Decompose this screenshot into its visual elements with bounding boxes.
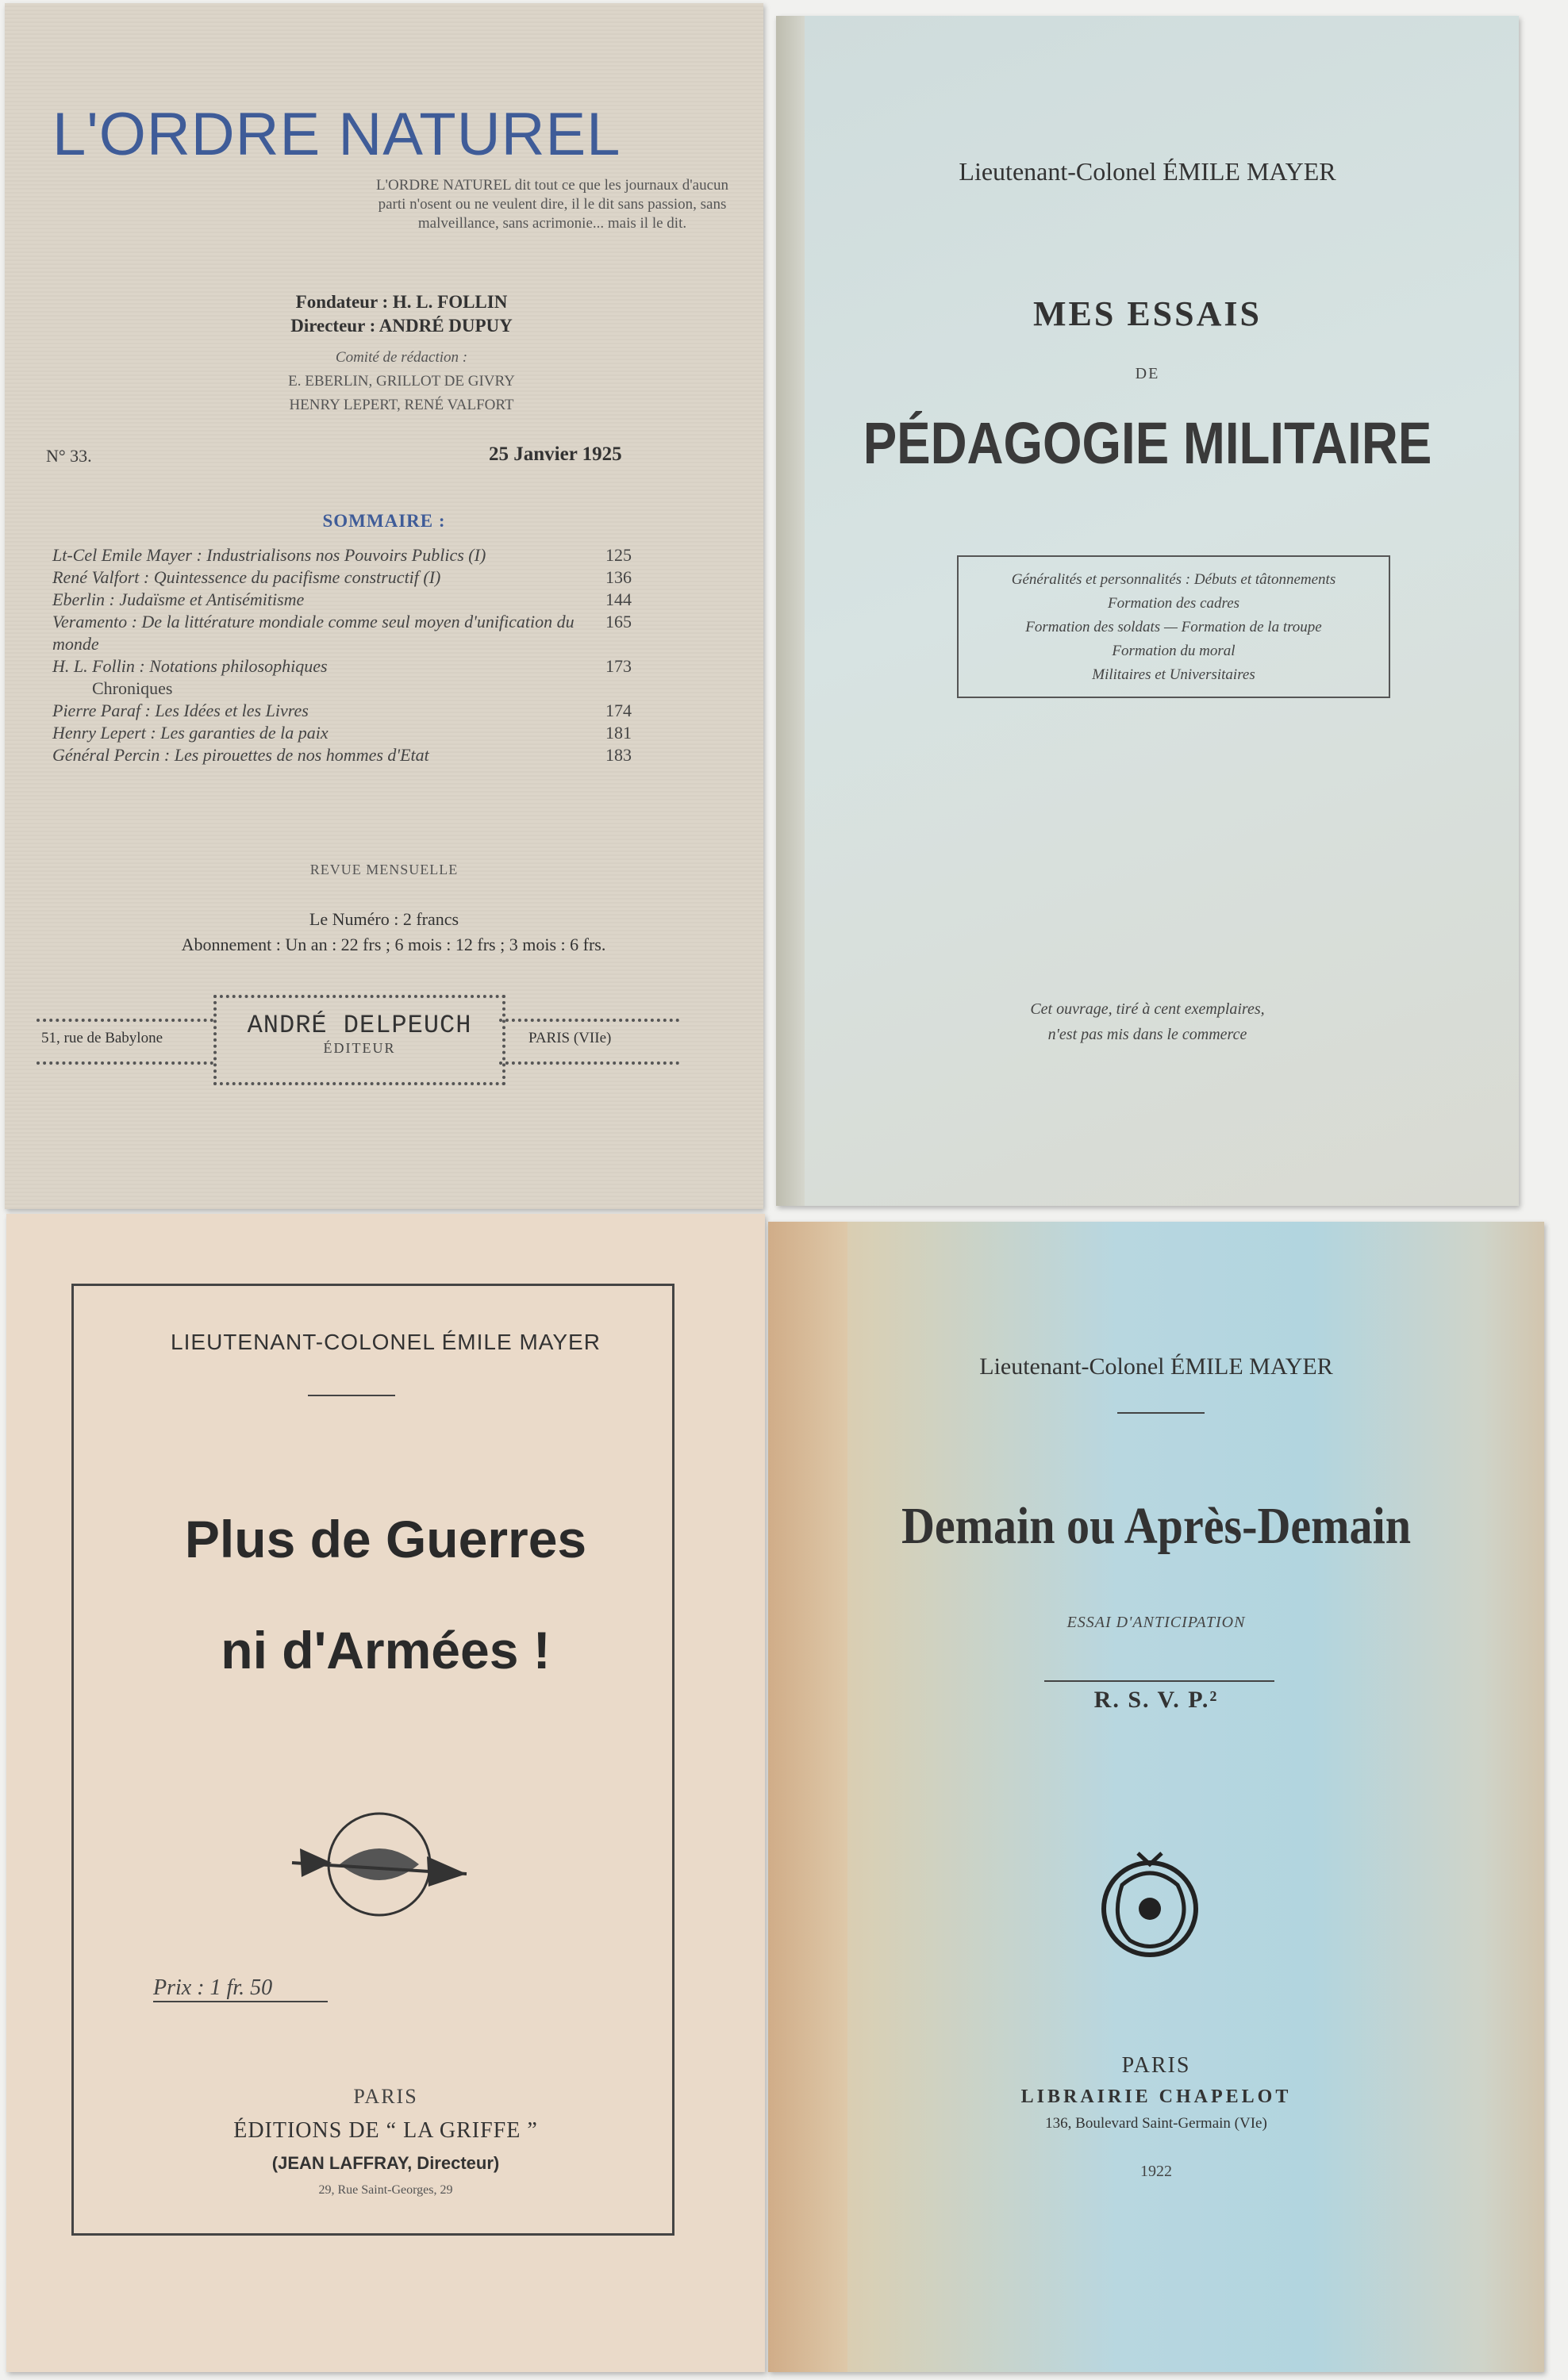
contents-line: Formation du moral <box>1112 643 1236 659</box>
publisher-address: 51, rue de Babylone <box>41 1030 163 1046</box>
divider <box>308 1395 395 1396</box>
subtitle: ESSAI D'ANTICIPATION <box>1066 1614 1246 1631</box>
table-of-contents <box>52 544 632 766</box>
city: PARIS <box>1121 2053 1191 2078</box>
publisher-director: (JEAN LAFFRAY, Directeur) <box>271 2153 500 2173</box>
note-line: n'est pas mis dans le commerce <box>1047 1026 1247 1043</box>
toc-entry: Chroniques <box>92 678 173 698</box>
toc-row <box>52 744 632 766</box>
contents-line: Formation des soldats — Formation de la troupe <box>1025 619 1322 635</box>
publisher-address: 29, Rue Saint-Georges, 29 <box>318 2183 453 2197</box>
griffe-emblem-icon <box>284 1801 475 1936</box>
cover-pedagogie-militaire <box>776 16 1519 1206</box>
masthead-note: L'ORDRE NATUREL dit tout ce que les journaux d'aucun parti n'osent ou ne veulent dire, il le dit sans passion, sans malveillance, sans acrimonie... mais il le dit. <box>375 177 729 232</box>
toc-page: 183 <box>605 745 632 765</box>
toc-page: 136 <box>605 567 632 587</box>
title: Demain ou Après-Demain <box>901 1497 1412 1555</box>
toc-row <box>52 655 632 678</box>
toc-row <box>52 700 632 722</box>
toc-entry: Veramento : De la littérature mondiale comme seul moyen d'unification du monde <box>52 612 575 654</box>
subscription: Abonnement : Un an : 22 frs ; 6 mois : 12 frs ; 3 mois : 6 frs. <box>181 935 606 954</box>
publisher-city: PARIS (VIIe) <box>528 1030 612 1046</box>
toc-page: 165 <box>605 612 632 631</box>
edition-note <box>776 996 1519 1047</box>
toc-row <box>52 589 632 611</box>
toc-entry: René Valfort : Quintessence du pacifisme constructif (I) <box>52 567 441 587</box>
toc-page: 181 <box>605 723 632 743</box>
contents-line: Formation des cadres <box>1107 595 1240 612</box>
cover-demain-ou-apres-demain <box>768 1222 1544 2372</box>
committee-label: Comité de rédaction : <box>335 349 468 366</box>
note-line: Cet ouvrage, tiré à cent exemplaires, <box>1030 1000 1265 1018</box>
toc-entry: Pierre Paraf : Les Idées et les Livres <box>52 701 309 720</box>
masthead: L'ORDRE NATUREL <box>52 101 621 168</box>
toc-page: 125 <box>605 545 632 565</box>
contents-box <box>957 555 1390 698</box>
toc-page <box>624 678 632 700</box>
issue-price: Le Numéro : 2 francs <box>309 909 459 929</box>
contents-line: Militaires et Universitaires <box>1092 666 1255 683</box>
divider <box>1117 1412 1205 1414</box>
contents-line: Généralités et personnalités : Débuts et tâtonnements <box>1011 571 1336 588</box>
cover-plus-de-guerres <box>6 1214 765 2372</box>
toc-row <box>52 611 632 655</box>
toc-page: 144 <box>605 589 632 609</box>
committee-line: HENRY LEPERT, RENÉ VALFORT <box>289 397 514 413</box>
publication-year: 1922 <box>1140 2163 1172 2180</box>
torn-edge <box>768 1222 847 2372</box>
toc-entry: H. L. Follin : Notations philosophiques <box>52 656 328 676</box>
publisher-role: ÉDITEUR <box>323 1040 396 1056</box>
title-connector: DE <box>1135 365 1160 382</box>
publisher-bar <box>37 995 679 1082</box>
publisher-name: ANDRÉ DELPEUCH <box>247 1011 472 1040</box>
publisher-box <box>213 995 505 1085</box>
issue-number: N° 33. <box>46 446 92 466</box>
author: LIEUTENANT-COLONEL ÉMILE MAYER <box>171 1330 601 1354</box>
author: Lieutenant-Colonel ÉMILE MAYER <box>979 1353 1333 1380</box>
publisher: LIBRAIRIE CHAPELOT <box>1020 2086 1292 2107</box>
price: Prix : 1 fr. 50 <box>153 1975 328 2002</box>
publisher-address: 136, Boulevard Saint-Germain (VIe) <box>1045 2115 1267 2132</box>
publisher-emblem-icon <box>1082 1837 1217 1972</box>
title-line: ni d'Armées ! <box>221 1621 551 1679</box>
toc-row <box>52 678 632 700</box>
series-mark: R. S. V. P.² <box>1093 1687 1219 1713</box>
publisher: ÉDITIONS DE “ LA GRIFFE ” <box>233 2118 538 2143</box>
toc-row <box>52 544 632 566</box>
title <box>6 1484 765 1706</box>
revue-label: REVUE MENSUELLE <box>309 862 459 877</box>
title-line: Plus de Guerres <box>184 1510 587 1568</box>
toc-row <box>52 722 632 744</box>
city: PARIS <box>353 2085 418 2108</box>
toc-page: 173 <box>605 656 632 676</box>
toc-entry: Henry Lepert : Les garanties de la paix <box>52 723 329 743</box>
cover-ordre-naturel <box>5 3 763 1209</box>
author: Lieutenant-Colonel ÉMILE MAYER <box>959 157 1336 186</box>
divider <box>1044 1680 1274 1682</box>
toc-entry: Eberlin : Judaïsme et Antisémitisme <box>52 589 305 609</box>
committee-line: E. EBERLIN, GRILLOT DE GIVRY <box>288 373 515 390</box>
toc-entry: Lt-Cel Emile Mayer : Industrialisons nos Pouvoirs Publics (I) <box>52 545 486 565</box>
founder: Fondateur : H. L. FOLLIN <box>295 292 508 312</box>
staff-block <box>163 290 640 338</box>
title-line: MES ESSAIS <box>1032 294 1262 333</box>
title-main: PÉDAGOGIE MILITAIRE <box>863 410 1432 476</box>
committee-block <box>148 346 655 417</box>
issue-date: 25 Janvier 1925 <box>489 443 622 465</box>
toc-entry: Général Percin : Les pirouettes de nos hommes d'Etat <box>52 745 429 765</box>
toc-page: 174 <box>605 701 632 720</box>
sommaire-heading: SOMMAIRE : <box>322 511 446 531</box>
toc-row <box>52 566 632 589</box>
director: Directeur : ANDRÉ DUPUY <box>290 316 513 336</box>
